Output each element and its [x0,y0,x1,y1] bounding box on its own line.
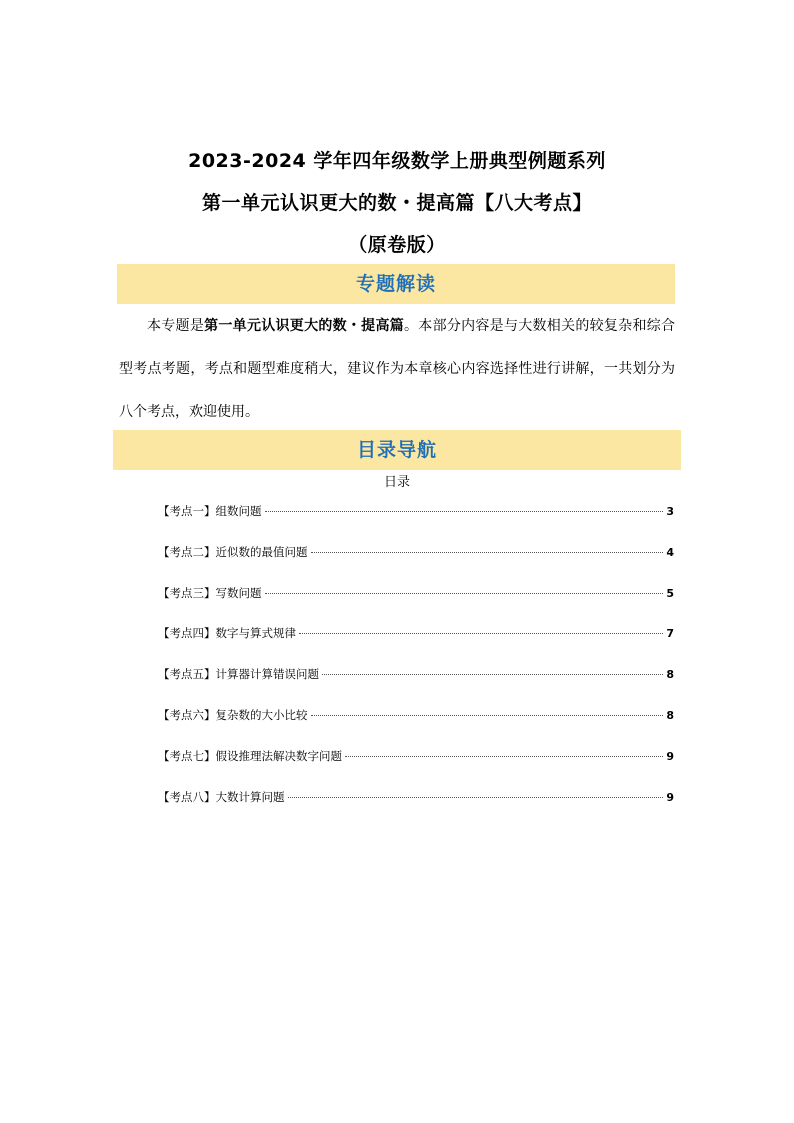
document-edition: （原卷版） [348,234,446,256]
toc-leader-dots [311,715,664,716]
toc-entry-label: 【考点八】大数计算问题 [158,789,285,804]
document-subtitle: 第一单元认识更大的数・提高篇【八大考点】 [201,192,592,214]
toc-entry-page: 7 [666,627,674,641]
toc-entry-page: 8 [666,708,674,722]
toc-leader-dots [288,797,664,798]
toc-entry-label: 【考点六】复杂数的大小比较 [158,707,308,722]
toc-leader-dots [265,511,664,512]
toc-entry[interactable] [158,748,674,789]
toc-leader-dots [345,756,663,757]
toc-heading: 日录 [383,475,410,490]
toc-entry-label: 【考点二】近似数的最值问题 [158,544,308,559]
toc-entry[interactable] [158,503,674,544]
toc-entry-page: 8 [666,668,674,682]
document-title: 2023-2024 学年四年级数学上册典型例题系列 [188,150,606,172]
toc-entry-label: 【考点四】数字与算式规律 [158,626,296,641]
toc-entry-page: 9 [666,749,674,763]
intro-bold-phrase: 第一单元认识更大的数・提高篇 [204,318,405,334]
toc-leader-dots [265,593,664,594]
toc-entry[interactable] [158,625,674,666]
toc-entry-label: 【考点三】写数问题 [158,585,262,600]
intro-prefix: 本专题是 [147,318,205,334]
toc-entry-page: 3 [666,505,674,518]
section-banner-toc-navigation: 目录导航 [113,430,681,470]
toc-entry-page: 9 [666,790,674,804]
toc-entry[interactable] [158,707,674,748]
toc-entry-label: 【考点五】计算器计算错误问题 [158,667,319,682]
toc-entry-label: 【考点七】假设推理法解决数字问题 [158,748,342,763]
toc-entry-page: 5 [666,586,674,600]
toc-entry[interactable] [158,585,674,626]
table-of-contents [158,503,674,829]
section-banner-topic-intro: 专题解读 [117,264,675,304]
intro-paragraph [119,305,675,434]
toc-leader-dots [299,633,663,634]
toc-entry[interactable] [158,544,674,585]
toc-entry[interactable] [158,666,674,707]
toc-entry-label: 【考点一】组数问题 [158,504,262,518]
toc-entry[interactable] [158,789,674,830]
toc-leader-dots [311,552,664,553]
toc-leader-dots [322,674,663,675]
toc-entry-page: 4 [666,545,674,559]
intro-rest: 。本部分内容是与大数相关的较复杂和综合型考点考题，考点和题型难度稍大，建议作为本章核心内容选择性进行讲解，一共划分为八个考点，欢迎使用。 [119,318,676,420]
